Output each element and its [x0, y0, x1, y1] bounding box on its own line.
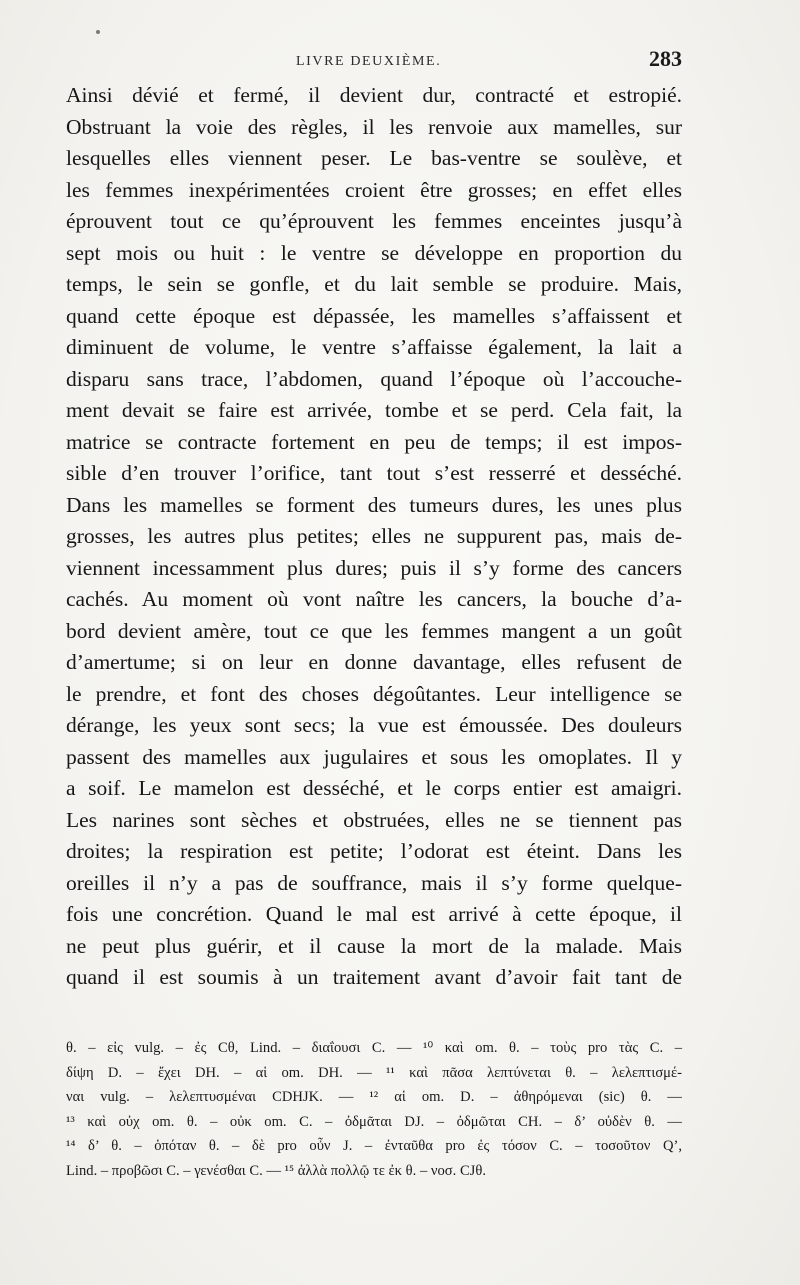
text-line: Obstruant la voie des règles, il les renvoie aux mamelles, sur: [66, 114, 682, 139]
text-line: disparu sans trace, l’abdomen, quand l’époque où l’accouche-: [66, 366, 682, 391]
text-line: viennent incessamment plus dures; puis il s’y forme des cancers: [66, 555, 682, 580]
text-line: passent des mamelles aux jugulaires et sous les omoplates. Il y: [66, 744, 682, 769]
text-line: a soif. Le mamelon est desséché, et le corps entier est amaigri.: [66, 776, 682, 800]
text-line: quand il est soumis à un traitement avant d’avoir fait tant de: [66, 965, 682, 989]
body-text: [66, 80, 682, 994]
footnote-line: δίψη D. – ἔχει DH. – αἱ om. DH. — ¹¹ καὶ πᾶσα λεπτύνεται θ. – λελεπτισμέ-: [66, 1064, 682, 1081]
text-line: droites; la respiration est petite; l’odorat est éteint. Dans les: [66, 839, 682, 863]
text-line: dérange, les yeux sont secs; la vue est émoussée. Des douleurs: [66, 713, 682, 737]
footnote-line: Lind. – προβῶσι C. – γενέσθαι C. — ¹⁵ ἀλλὰ πολλῷ τε ἐκ θ. – νοσ. CJθ.: [66, 1162, 486, 1179]
text-line: fois une concrétion. Quand le mal est arrivé à cette époque, il: [66, 902, 682, 926]
text-line: lesquelles elles viennent peser. Le bas-ventre se soulève, et: [66, 146, 682, 170]
text-line: diminuent de volume, le ventre s’affaisse également, la lait a: [66, 335, 682, 359]
ink-speck: [96, 30, 100, 34]
page-number: 283: [649, 46, 682, 71]
text-line: éprouvent tout ce qu’éprouvent les femmes enceintes jusqu’à: [66, 209, 682, 233]
text-line: le prendre, et font des choses dégoûtantes. Leur intelligence se: [66, 681, 682, 706]
text-line: sept mois ou huit : le ventre se développe en proportion du: [66, 240, 682, 265]
text-line: d’amertume; si on leur en donne davantage, elles refusent de: [66, 650, 682, 674]
text-line: cachés. Au moment où vont naître les cancers, la bouche d’a-: [66, 587, 682, 611]
text-line: quand cette époque est dépassée, les mamelles s’affaissent et: [66, 303, 682, 328]
text-line: matrice se contracte fortement en peu de temps; il est impos-: [66, 429, 682, 454]
text-line: Ainsi dévié et fermé, il devient dur, contracté et estropié.: [66, 83, 682, 107]
text-line: grosses, les autres plus petites; elles ne suppurent pas, mais de-: [66, 524, 682, 548]
text-line: ne peut plus guérir, et il cause la mort de la malade. Mais: [66, 933, 682, 958]
text-line: temps, le sein se gonfle, et du lait semble se produire. Mais,: [66, 272, 682, 296]
text-line: bord devient amère, tout ce que les femmes mangent a un goût: [66, 618, 682, 643]
footnote-line: θ. – εἰς vulg. – ἐς Cθ, Lind. – διαΐουσι C. — ¹⁰ καὶ om. θ. – τοὺς pro τὰς C. –: [66, 1040, 682, 1056]
text-line: les femmes inexpérimentées croient être grosses; en effet elles: [66, 177, 682, 202]
text-line: oreilles il n’y a pas de souffrance, mais il s’y forme quelque-: [66, 870, 682, 895]
footnote-line: ναι vulg. – λελεπτυσμέναι CDHJK. — ¹² αἱ om. D. – ἀθηρόμεναι (sic) θ. —: [66, 1089, 682, 1105]
text-line: sible d’en trouver l’orifice, tant tout s’est resserré et desséché.: [66, 461, 682, 485]
text-line: Dans les mamelles se forment des tumeurs dures, les unes plus: [66, 492, 682, 517]
footnote-line: ¹³ καὶ οὐχ om. θ. – οὐκ om. C. – ὀδμᾶται DJ. – ὀδμῶται CH. – δ’ οὐδὲν θ. —: [66, 1113, 682, 1130]
footnote-line: ¹⁴ δ’ θ. – ὁπόταν θ. – δὲ pro οὖν J. – ἐνταῦθα pro ἐς τόσον C. – τοσοῦτον Q’,: [66, 1138, 682, 1154]
text-line: Les narines sont sèches et obstruées, elles ne se tiennent pas: [66, 807, 682, 832]
page-header: [66, 44, 682, 78]
text-line: ment devait se faire est arrivée, tombe et se perd. Cela fait, la: [66, 398, 682, 422]
footnotes: [66, 1036, 682, 1183]
running-title: LIVRE DEUXIÈME.: [296, 54, 442, 69]
